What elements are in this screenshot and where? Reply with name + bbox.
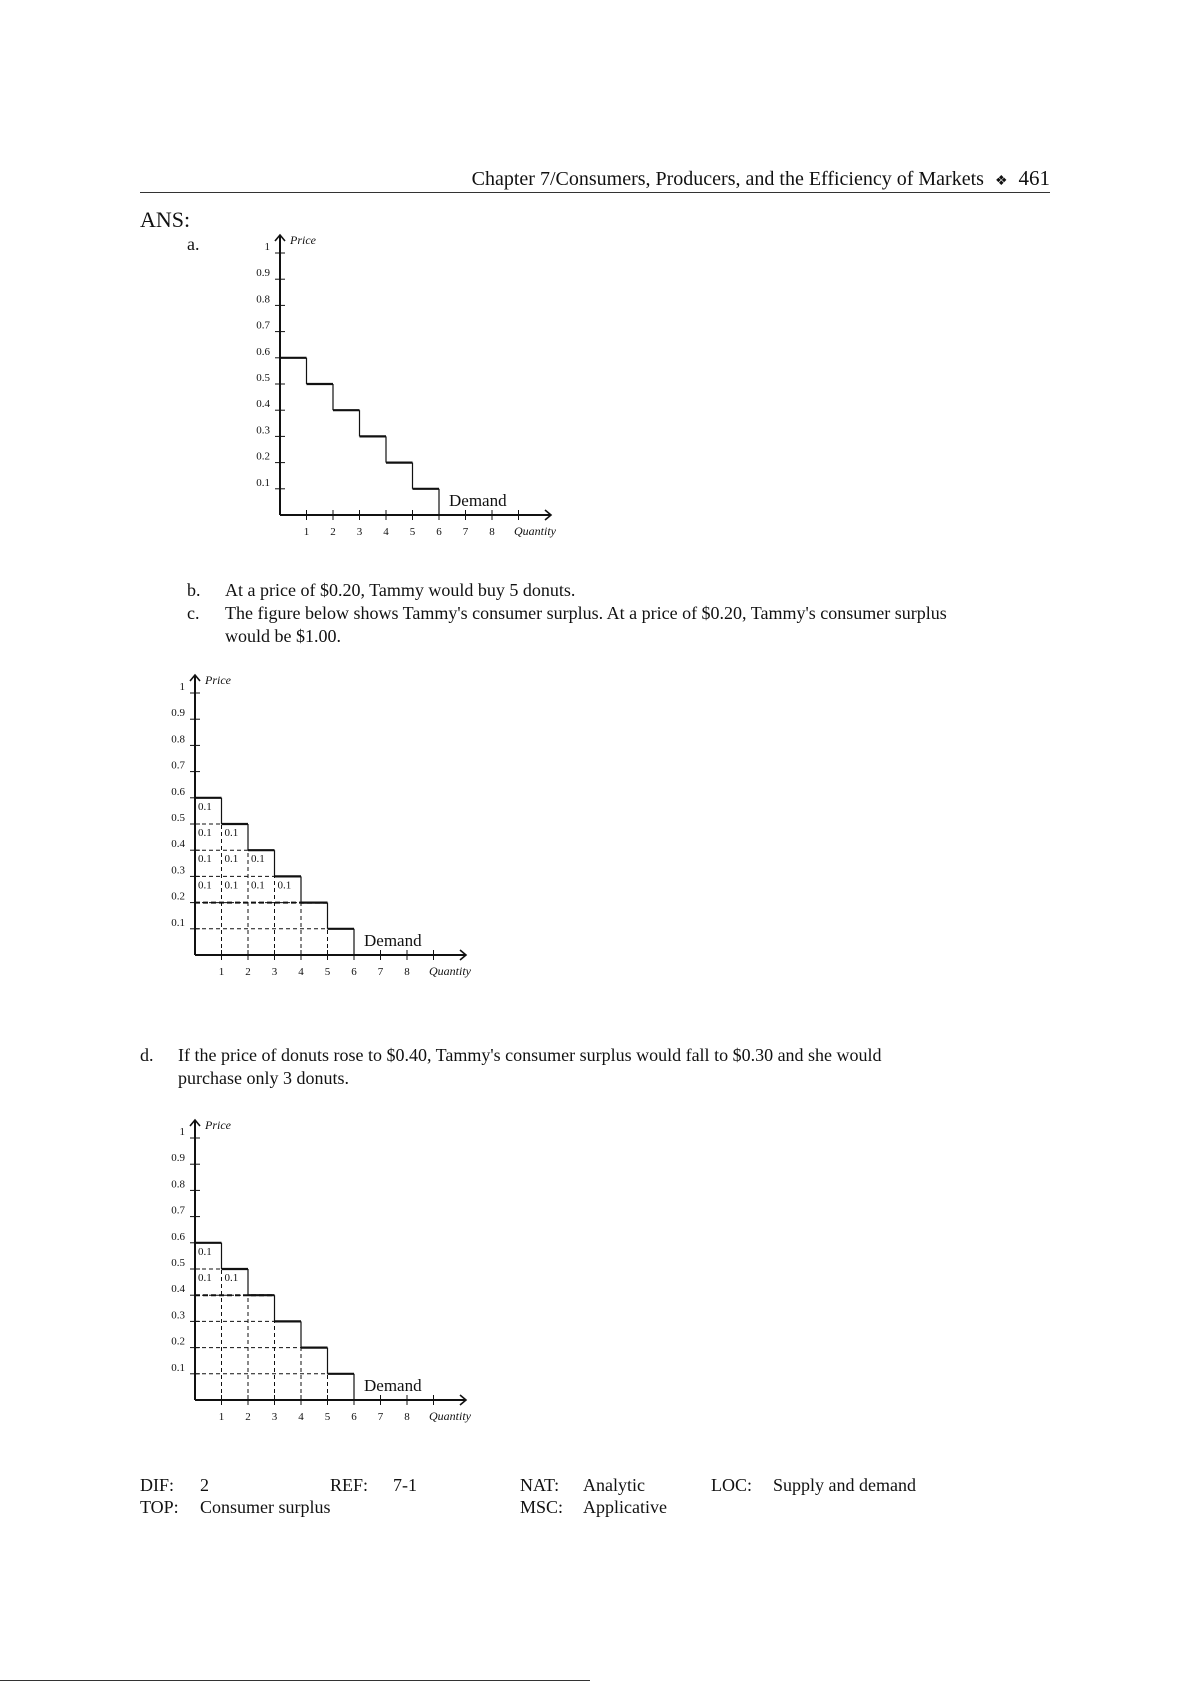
surplus-cell-label: 0.1 bbox=[198, 800, 212, 813]
dif-value: 2 bbox=[200, 1475, 209, 1495]
x-tick-label: 4 bbox=[298, 1411, 304, 1423]
x-tick-label: 2 bbox=[330, 526, 336, 538]
loc-value: Supply and demand bbox=[773, 1475, 916, 1495]
x-tick-label: 6 bbox=[351, 1411, 357, 1423]
y-tick-label: 0.2 bbox=[256, 450, 270, 463]
y-axis-label: Price bbox=[205, 673, 231, 687]
surplus-cell-label: 0.1 bbox=[277, 879, 292, 892]
x-tick-label: 6 bbox=[351, 966, 357, 978]
surplus-cell-label: 0.1 bbox=[224, 853, 239, 866]
nat-value: Analytic bbox=[583, 1475, 645, 1495]
x-tick-label: 1 bbox=[303, 526, 310, 538]
x-tick-label: 8 bbox=[404, 966, 410, 978]
y-tick-label: 1 bbox=[179, 1126, 185, 1138]
surplus-cell-label: 0.1 bbox=[198, 853, 212, 866]
x-tick-label: 5 bbox=[324, 966, 331, 978]
y-tick-label: 0.3 bbox=[171, 1309, 185, 1322]
x-axis-label: Quantity bbox=[429, 1409, 471, 1423]
surplus-cell-label: 0.1 bbox=[251, 853, 265, 866]
part-a-label: a. bbox=[187, 234, 200, 254]
part-c-line2: would be $1.00. bbox=[225, 626, 341, 646]
y-tick-label: 0.6 bbox=[171, 785, 185, 798]
y-tick-label: 0.8 bbox=[171, 1178, 185, 1191]
nat-label: NAT: bbox=[520, 1475, 560, 1495]
x-tick-label: 5 bbox=[324, 1411, 331, 1423]
x-tick-label: 4 bbox=[383, 526, 389, 538]
msc-value: Applicative bbox=[583, 1497, 667, 1517]
y-tick-label: 1 bbox=[179, 681, 185, 693]
y-tick-label: 0.4 bbox=[171, 1283, 185, 1296]
demand-chart bbox=[230, 225, 590, 555]
x-tick-label: 8 bbox=[489, 526, 495, 538]
x-tick-label: 5 bbox=[409, 526, 416, 538]
answer-label: ANS: bbox=[140, 207, 191, 232]
y-tick-label: 0.2 bbox=[171, 890, 185, 903]
page-number: 461 bbox=[1018, 166, 1050, 190]
x-tick-label: 7 bbox=[462, 526, 469, 538]
x-tick-label: 7 bbox=[377, 1411, 384, 1423]
dif-label: DIF: bbox=[140, 1475, 175, 1495]
x-tick-label: 3 bbox=[356, 526, 363, 538]
part-d-line1: If the price of donuts rose to $0.40, Tammy's consumer surplus would fall to $0.30 and she would bbox=[178, 1045, 882, 1065]
bottom-divider bbox=[0, 1680, 590, 1681]
ref-value: 7-1 bbox=[393, 1475, 417, 1495]
y-tick-label: 0.5 bbox=[171, 1257, 185, 1269]
y-tick-label: 0.9 bbox=[171, 1152, 185, 1165]
part-d-line2: purchase only 3 donuts. bbox=[178, 1068, 349, 1088]
demand-label: Demand bbox=[449, 490, 507, 510]
surplus-cell-label: 0.1 bbox=[224, 827, 239, 839]
y-tick-label: 1 bbox=[264, 241, 270, 253]
msc-label: MSC: bbox=[520, 1497, 564, 1517]
part-c-label: c. bbox=[187, 603, 200, 623]
y-tick-label: 0.8 bbox=[171, 733, 185, 746]
consumer-surplus-chart-040 bbox=[145, 1110, 505, 1440]
y-tick-label: 0.6 bbox=[171, 1230, 185, 1243]
x-tick-label: 2 bbox=[245, 966, 251, 978]
chapter-title: Chapter 7/Consumers, Producers, and the Efficiency of Markets bbox=[471, 168, 984, 190]
y-tick-label: 0.6 bbox=[256, 345, 270, 358]
y-tick-label: 0.7 bbox=[171, 1204, 185, 1217]
top-label: TOP: bbox=[140, 1497, 179, 1517]
y-tick-label: 0.1 bbox=[171, 916, 185, 929]
y-tick-label: 0.1 bbox=[171, 1361, 185, 1374]
x-tick-label: 4 bbox=[298, 966, 304, 978]
part-c-line1: The figure below shows Tammy's consumer surplus. At a price of $0.20, Tammy's consumer surplus bbox=[225, 603, 947, 623]
surplus-cell-label: 0.1 bbox=[198, 827, 212, 839]
x-tick-label: 8 bbox=[404, 1411, 410, 1423]
surplus-cell-label: 0.1 bbox=[251, 879, 265, 892]
y-tick-label: 0.1 bbox=[256, 476, 270, 489]
x-tick-label: 3 bbox=[271, 966, 278, 978]
loc-label: LOC: bbox=[711, 1475, 753, 1495]
top-value: Consumer surplus bbox=[200, 1497, 331, 1517]
part-b-label: b. bbox=[187, 580, 201, 600]
y-axis-label: Price bbox=[205, 1118, 231, 1132]
y-tick-label: 0.3 bbox=[171, 864, 185, 877]
part-b-text: At a price of $0.20, Tammy would buy 5 donuts. bbox=[225, 580, 576, 600]
x-tick-label: 6 bbox=[436, 526, 442, 538]
y-tick-label: 0.3 bbox=[256, 424, 270, 437]
surplus-cell-label: 0.1 bbox=[198, 1272, 212, 1284]
demand-label: Demand bbox=[364, 930, 422, 950]
y-tick-label: 0.4 bbox=[171, 838, 185, 851]
x-tick-label: 1 bbox=[218, 1411, 225, 1423]
x-tick-label: 3 bbox=[271, 1411, 278, 1423]
x-axis-label: Quantity bbox=[514, 524, 556, 538]
surplus-cell-label: 0.1 bbox=[198, 1245, 212, 1258]
y-tick-label: 0.9 bbox=[171, 707, 185, 720]
y-tick-label: 0.4 bbox=[256, 398, 270, 411]
y-tick-label: 0.2 bbox=[171, 1335, 185, 1348]
y-tick-label: 0.5 bbox=[171, 812, 185, 824]
header-text bbox=[472, 166, 1050, 191]
y-tick-label: 0.5 bbox=[256, 372, 270, 384]
x-tick-label: 1 bbox=[218, 966, 225, 978]
separator-icon: ❖ bbox=[994, 174, 1008, 189]
y-tick-label: 0.7 bbox=[171, 759, 185, 772]
page-header bbox=[140, 162, 1050, 193]
surplus-cell-label: 0.1 bbox=[224, 879, 239, 892]
y-tick-label: 0.9 bbox=[256, 267, 270, 280]
x-axis-label: Quantity bbox=[429, 964, 471, 978]
surplus-cell-label: 0.1 bbox=[224, 1272, 239, 1284]
part-d-label: d. bbox=[140, 1045, 154, 1065]
x-tick-label: 2 bbox=[245, 1411, 251, 1423]
ref-label: REF: bbox=[330, 1475, 369, 1495]
surplus-cell-label: 0.1 bbox=[198, 879, 212, 892]
y-axis-label: Price bbox=[290, 233, 316, 247]
y-tick-label: 0.8 bbox=[256, 293, 270, 306]
y-tick-label: 0.7 bbox=[256, 319, 270, 332]
x-tick-label: 7 bbox=[377, 966, 384, 978]
consumer-surplus-chart-020 bbox=[145, 665, 505, 995]
demand-label: Demand bbox=[364, 1375, 422, 1395]
